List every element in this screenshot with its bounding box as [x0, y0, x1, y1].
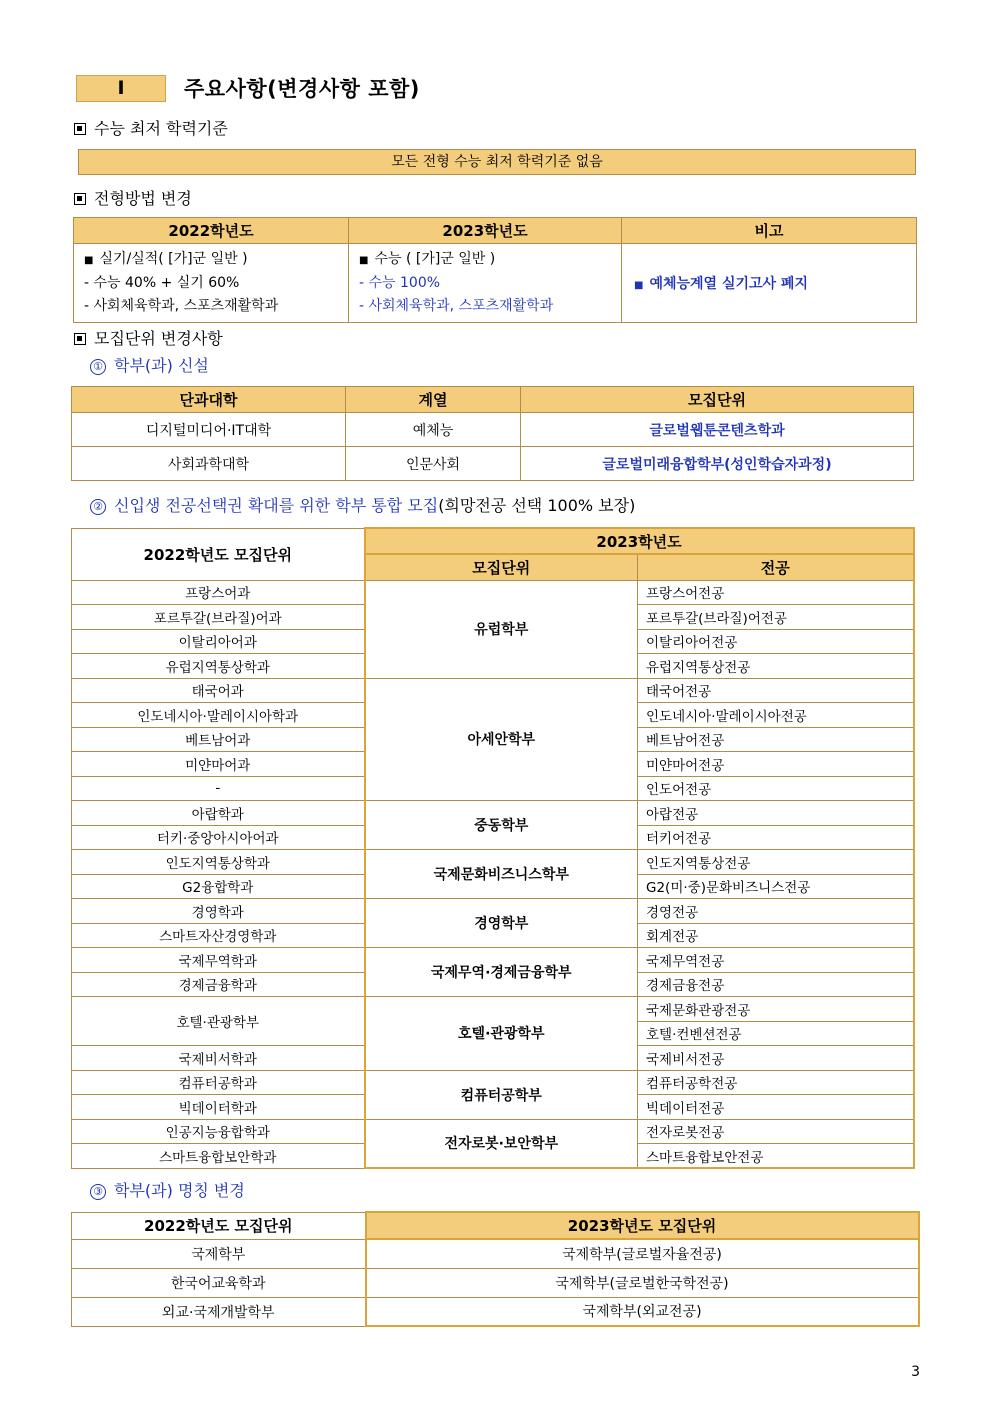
rename-old-cell: 한국어교육학과: [72, 1268, 366, 1297]
major-cell: 회계전공: [638, 923, 914, 948]
major-cell: 유럽지역통상전공: [638, 654, 914, 679]
method-2022-cell: [74, 244, 349, 323]
new-dept-cell: 디지털미디어·IT대학: [72, 413, 346, 447]
method-2023-line: 수능 ( [가]군 일반 ): [374, 251, 496, 267]
merge-header-2022: 2022학년도 모집단위: [72, 528, 365, 580]
new-dept-cell: 예체능: [346, 413, 521, 447]
new-unit-cell: 중동학부: [365, 801, 638, 850]
major-cell: 태국어전공: [638, 678, 914, 703]
old-dept-cell: 베트남어과: [72, 727, 365, 752]
black-square-bullet-icon: ■: [359, 255, 369, 266]
method-heading: [74, 186, 192, 209]
method-2022-line: 실기/실적( [가]군 일반 ): [99, 251, 248, 267]
rename-table: [71, 1211, 920, 1327]
method-heading-text: 전형방법 변경: [94, 189, 192, 208]
major-cell: 경영전공: [638, 899, 914, 924]
method-header-2022: 2022학년도: [74, 218, 349, 244]
new-unit-cell: 컴퓨터공학부: [365, 1070, 638, 1119]
major-cell: 인도네시아·말레이시아전공: [638, 703, 914, 728]
units-heading: [74, 326, 223, 349]
merge-heading-sub: (희망전공 선택 100% 보장): [438, 496, 636, 515]
new-dept-header: 계열: [346, 387, 521, 413]
circled-number: ①: [90, 359, 106, 375]
new-unit-cell: 전자로봇·보안학부: [365, 1119, 638, 1168]
rename-new-cell: 국제학부(글로벌한국학전공): [366, 1268, 919, 1297]
old-dept-cell: 인도네시아·말레이시아학과: [72, 703, 365, 728]
new-unit-cell: 국제무역·경제금융학부: [365, 948, 638, 997]
merge-header-unit: 모집단위: [365, 554, 638, 580]
new-dept-header: 모집단위: [521, 387, 914, 413]
method-note-text: 예체능계열 실기고사 폐지: [649, 276, 808, 292]
page-number: 3: [911, 1364, 920, 1380]
method-header-note: 비고: [622, 218, 917, 244]
new-unit-cell: 유럽학부: [365, 580, 638, 678]
rename-new-cell: 국제학부(외교전공): [366, 1297, 919, 1326]
old-dept-cell: 호텔·관광학부: [72, 997, 365, 1046]
old-dept-cell: 포르투갈(브라질)어과: [72, 605, 365, 630]
major-cell: 미얀마어전공: [638, 752, 914, 777]
rename-header-2023: 2023학년도 모집단위: [366, 1212, 919, 1239]
major-cell: 프랑스어전공: [638, 580, 914, 605]
new-dept-cell: 사회과학대학: [72, 447, 346, 481]
old-dept-cell: 인공지능융합학과: [72, 1119, 365, 1144]
major-cell: 빅데이터전공: [638, 1095, 914, 1120]
old-dept-cell: 경영학과: [72, 899, 365, 924]
new-dept-cell: 글로벌미래융합학부(성인학습자과정): [521, 447, 914, 481]
major-cell: 국제무역전공: [638, 948, 914, 973]
rename-new-cell: 국제학부(글로벌자율전공): [366, 1239, 919, 1268]
major-cell: 국제문화관광전공: [638, 997, 914, 1022]
new-unit-cell: 호텔·관광학부: [365, 997, 638, 1071]
square-bullet-icon: [74, 333, 86, 345]
square-bullet-icon: [74, 123, 86, 135]
new-dept-table: [71, 386, 914, 481]
merge-header-2023: 2023학년도: [365, 528, 914, 554]
method-header-2023: 2023학년도: [349, 218, 622, 244]
old-dept-cell: 인도지역통상학과: [72, 850, 365, 875]
major-cell: 호텔·컨벤션전공: [638, 1021, 914, 1046]
method-2022-line: - 수능 40% + 실기 60%: [84, 275, 240, 291]
old-dept-cell: G2융합학과: [72, 874, 365, 899]
square-bullet-icon: [74, 193, 86, 205]
section-number-box: I: [76, 75, 166, 102]
blue-square-bullet-icon: ■: [634, 280, 644, 291]
merge-header-major: 전공: [638, 554, 914, 580]
major-cell: 인도지역통상전공: [638, 850, 914, 875]
major-cell: 이탈리아어전공: [638, 629, 914, 654]
major-cell: 포르투갈(브라질)어전공: [638, 605, 914, 630]
old-dept-cell: 경제금융학과: [72, 972, 365, 997]
merge-table: [71, 527, 915, 1169]
circled-number: ②: [90, 499, 106, 515]
circled-number: ③: [90, 1184, 106, 1200]
csat-heading: [74, 116, 228, 139]
old-dept-cell: 터키·중앙아시아어과: [72, 825, 365, 850]
new-unit-cell: 경영학부: [365, 899, 638, 948]
old-dept-cell: 국제비서학과: [72, 1046, 365, 1071]
method-2022-line: - 사회체육학과, 스포츠재활학과: [84, 298, 279, 314]
rename-heading-text: 학부(과) 명칭 변경: [114, 1181, 245, 1200]
method-note-cell: [622, 244, 917, 323]
major-cell: 경제금융전공: [638, 972, 914, 997]
merge-heading-main: 신입생 전공선택권 확대를 위한 학부 통합 모집: [114, 496, 439, 515]
old-dept-cell: 아랍학과: [72, 801, 365, 826]
old-dept-cell: 프랑스어과: [72, 580, 365, 605]
old-dept-cell: 빅데이터학과: [72, 1095, 365, 1120]
rename-heading: [90, 1178, 245, 1201]
units-heading-text: 모집단위 변경사항: [94, 329, 223, 348]
rename-old-cell: 외교·국제개발학부: [72, 1297, 366, 1326]
major-cell: 전자로봇전공: [638, 1119, 914, 1144]
merge-heading: [90, 493, 635, 516]
major-cell: G2(미·중)문화비즈니스전공: [638, 874, 914, 899]
major-cell: 베트남어전공: [638, 727, 914, 752]
black-square-bullet-icon: ■: [84, 255, 94, 266]
csat-heading-text: 수능 최저 학력기준: [94, 119, 228, 138]
old-dept-cell: 태국어과: [72, 678, 365, 703]
new-unit-cell: 국제문화비즈니스학부: [365, 850, 638, 899]
new-dept-cell: 인문사회: [346, 447, 521, 481]
major-cell: 터키어전공: [638, 825, 914, 850]
new-dept-cell: 글로벌웹툰콘텐츠학과: [521, 413, 914, 447]
major-cell: 아랍전공: [638, 801, 914, 826]
old-dept-cell: 유럽지역통상학과: [72, 654, 365, 679]
major-cell: 스마트융합보안전공: [638, 1144, 914, 1169]
old-dept-cell: 이탈리아어과: [72, 629, 365, 654]
old-dept-cell: -: [72, 776, 365, 801]
new-dept-heading: [90, 353, 209, 376]
major-cell: 인도어전공: [638, 776, 914, 801]
new-dept-heading-text: 학부(과) 신설: [114, 356, 209, 375]
rename-old-cell: 국제학부: [72, 1239, 366, 1268]
method-table: [73, 217, 917, 323]
method-2023-line: - 수능 100%: [359, 275, 441, 291]
rename-header-2022: 2022학년도 모집단위: [72, 1212, 366, 1239]
old-dept-cell: 스마트융합보안학과: [72, 1144, 365, 1169]
old-dept-cell: 스마트자산경영학과: [72, 923, 365, 948]
major-cell: 국제비서전공: [638, 1046, 914, 1071]
csat-banner: 모든 전형 수능 최저 학력기준 없음: [78, 149, 916, 175]
method-2023-cell: [349, 244, 622, 323]
major-cell: 컴퓨터공학전공: [638, 1070, 914, 1095]
new-unit-cell: 아세안학부: [365, 678, 638, 801]
old-dept-cell: 국제무역학과: [72, 948, 365, 973]
new-dept-header: 단과대학: [72, 387, 346, 413]
old-dept-cell: 미얀마어과: [72, 752, 365, 777]
section-title: 주요사항(변경사항 포함): [184, 77, 420, 101]
method-2023-line: - 사회체육학과, 스포츠재활학과: [359, 298, 554, 314]
old-dept-cell: 컴퓨터공학과: [72, 1070, 365, 1095]
